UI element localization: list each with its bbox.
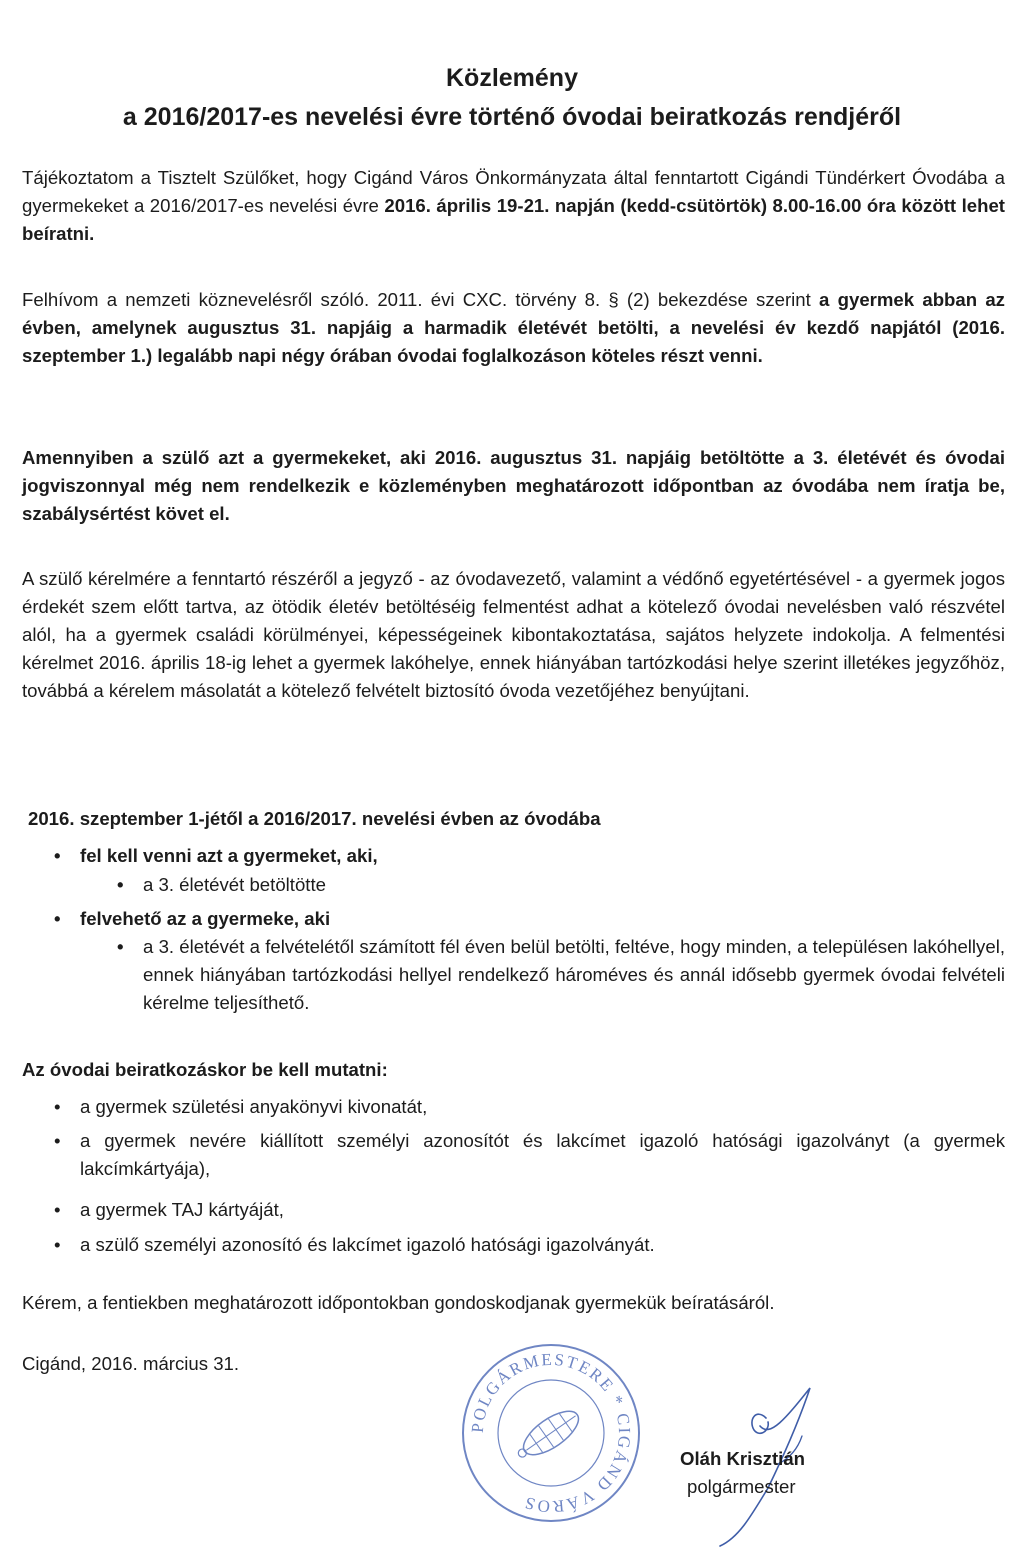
document-title: Közlemény xyxy=(446,64,578,92)
admission-item-optional: • felvehető az a gyermeke, aki xyxy=(80,905,330,933)
place-and-date: Cigánd, 2016. március 31. xyxy=(22,1353,240,1374)
signatory-title: polgármester xyxy=(687,1476,796,1497)
bullet-icon: • xyxy=(54,908,61,929)
coat-of-arms-icon xyxy=(511,1403,585,1467)
admission-item-mandatory: • fel kell venni azt a gyermeket, aki, xyxy=(80,842,378,870)
required-documents-heading: Az óvodai beiratkozáskor be kell mutatni: xyxy=(22,1059,388,1080)
document-item: • a szülő személyi azonosító és lakcímet igazoló hatósági igazolványát. xyxy=(80,1231,1005,1259)
bullet-icon: • xyxy=(117,874,124,895)
stamp-text: POLGÁRMESTERE * CIGÁND VÁROS xyxy=(467,1349,635,1517)
signatory-name: Oláh Krisztián xyxy=(680,1448,806,1469)
document-item: • a gyermek születési anyakönyvi kivonatát, xyxy=(80,1093,1005,1121)
bullet-icon: • xyxy=(54,1234,61,1255)
paragraph-exemption: A szülő kérelmére a fenntartó részéről a jegyző - az óvodavezető, valamint a védőnő egyetértésével - a gyermek jogos érdekét szem előtt tartva, az ötödik életév betöltéséig felmentést adhat a kötelező óvodai nevelésben való részvétel alól, ha a gyermek családi körülményei, képességeinek kibontakoztatása, sajátos helyzete indokolja. A felmentési kérelmet 2016. április 18-ig lehet a gyermek lakóhelye, ennek hiányában tartózkodási helye szerint illetékes jegyzőhöz, továbbá a kérelem másolatát a kötelező felvételt biztosító óvoda vezetőjéhez benyújtani. xyxy=(22,568,1005,701)
document-subtitle: a 2016/2017-es nevelési évre történő óvodai beiratkozás rendjéről xyxy=(122,103,902,131)
paragraph-enrollment-dates: Tájékoztatom a Tisztelt Szülőket, hogy Cigánd Város Önkormányzata által fenntartott Cigándi Tündérkert Óvodába a gyermekeket a 2016/2017-es nevelési évre 2016. április 19-21. napján (kedd-csütörtök) 8.00-16.00 óra között lehet beíratni. xyxy=(22,167,1005,244)
document-item: • a gyermek TAJ kártyáját, xyxy=(80,1196,1005,1224)
admission-heading: 2016. szeptember 1-jétől a 2016/2017. nevelési évben az óvodába xyxy=(28,808,601,829)
bullet-icon: • xyxy=(54,1096,61,1117)
closing-sentence: Kérem, a fentiekben meghatározott időpontokban gondoskodjanak gyermekük beíratásáról. xyxy=(22,1292,775,1313)
admission-subitem-mandatory: • a 3. életévét betöltötte xyxy=(143,871,1005,899)
document-item: • a gyermek nevére kiállított személyi azonosítót és lakcímet igazoló hatósági igazolványt (a gyermek lakcímkártyája), xyxy=(80,1127,1005,1183)
paragraph-offence-warning: Amennyiben a szülő azt a gyermekeket, aki 2016. augusztus 31. napjáig betöltötte a 3. életévét és óvodai jogviszonnyal még nem rendelkezik e közleményben meghatározott időpontban az óvodába nem íratja be, szabálysértést követ el. xyxy=(22,447,1005,524)
official-stamp xyxy=(458,1340,644,1526)
bullet-icon: • xyxy=(54,1199,61,1220)
bullet-icon: • xyxy=(54,845,61,866)
bullet-icon: • xyxy=(117,936,124,957)
admission-subitem-optional: • a 3. életévét a felvételétől számított fél éven belül betölti, feltéve, hogy minden, a településen lakóhellyel, ennek hiányában tartózkodási hellyel rendelkező hároméves és annál idősebb gyermek óvodai felvételi kérelme teljesíthető. xyxy=(143,933,1005,1017)
paragraph-legal-obligation: Felhívom a nemzeti köznevelésről szóló. 2011. évi CXC. törvény 8. § (2) bekezdése szerint a gyermek abban az évben, amelynek augusztus 31. napjáig a harmadik életévét betölti, a nevelési év kezdő napjától (2016. szeptember 1.) legalább napi négy órában óvodai foglalkozáson köteles részt venni. xyxy=(22,289,1005,366)
bullet-icon: • xyxy=(54,1130,61,1151)
